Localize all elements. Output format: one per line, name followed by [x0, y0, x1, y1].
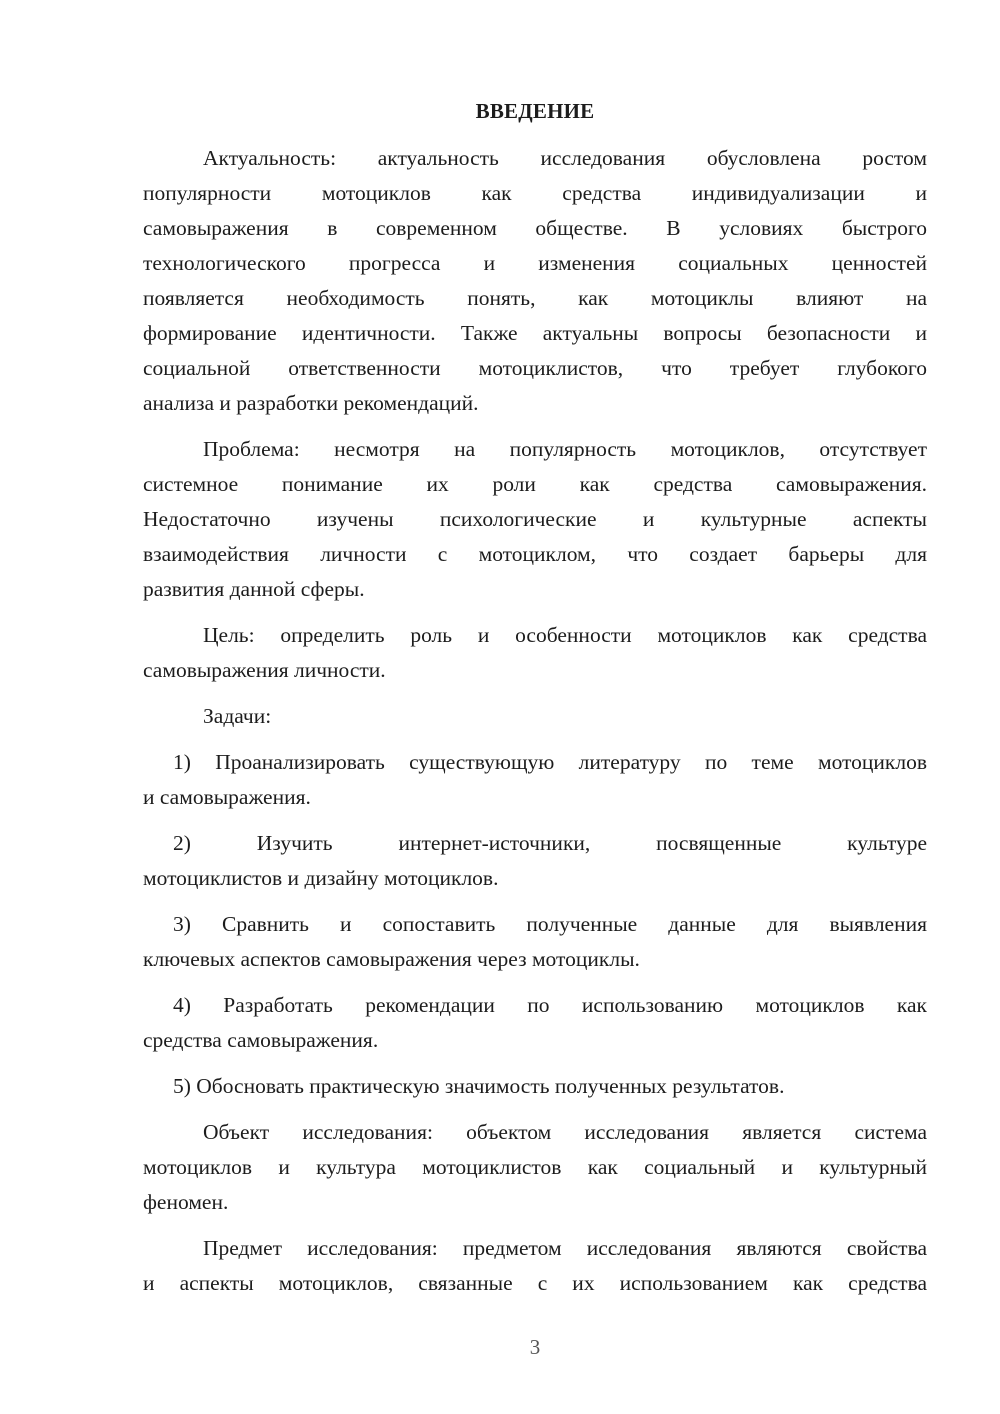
text-line: 1) Проанализировать существующую литературу по теме мотоциклов — [173, 750, 927, 774]
text-line: 2) Изучить интернет-источники, посвященные культуре — [173, 831, 927, 855]
text-line: самовыражения в современном обществе. В условиях быстрого — [143, 216, 927, 240]
text-line: феномен. — [143, 1190, 229, 1214]
page-heading: ВВЕДЕНИЕ — [475, 99, 595, 123]
text-line: социальной ответственности мотоциклистов, что требует глубокого — [143, 356, 927, 380]
text-line: ключевых аспектов самовыражения через мотоциклы. — [143, 947, 640, 971]
text-line: взаимодействия личности с мотоциклом, что создает барьеры для — [143, 542, 927, 566]
paragraph — [143, 745, 927, 815]
text-line: формирование идентичности. Также актуальны вопросы безопасности и — [143, 321, 927, 345]
paragraph — [143, 826, 927, 896]
text-line: Задачи: — [203, 704, 272, 728]
text-line: 5) Обосновать практическую значимость полученных результатов. — [173, 1074, 785, 1098]
page-number: 3 — [529, 1335, 541, 1359]
paragraph — [143, 432, 927, 607]
paragraph — [143, 988, 927, 1058]
document-body — [143, 141, 927, 1312]
text-line: Актуальность: актуальность исследования обусловлена ростом — [203, 146, 927, 170]
text-line: средства самовыражения. — [143, 1028, 379, 1052]
text-line: 4) Разработать рекомендации по использованию мотоциклов как — [173, 993, 927, 1017]
text-line: Недостаточно изучены психологические и культурные аспекты — [143, 507, 927, 531]
text-line: Цель: определить роль и особенности мотоциклов как средства — [203, 623, 927, 647]
text-line: мотоциклистов и дизайну мотоциклов. — [143, 866, 499, 890]
text-line: самовыражения личности. — [143, 658, 386, 682]
text-line: системное понимание их роли как средства самовыражения. — [143, 472, 927, 496]
text-line: 3) Сравнить и сопоставить полученные данные для выявления — [173, 912, 927, 936]
paragraph — [143, 699, 927, 734]
paragraph — [143, 618, 927, 688]
paragraph — [143, 1115, 927, 1220]
text-line: появляется необходимость понять, как мотоциклы влияют на — [143, 286, 927, 310]
text-line: Предмет исследования: предметом исследования являются свойства — [203, 1236, 927, 1260]
text-line: Объект исследования: объектом исследования является система — [203, 1120, 927, 1144]
text-line: и самовыражения. — [143, 785, 311, 809]
text-line: технологического прогресса и изменения социальных ценностей — [143, 251, 927, 275]
paragraph — [143, 1231, 927, 1301]
text-line: мотоциклов и культура мотоциклистов как социальный и культурный — [143, 1155, 927, 1179]
text-line: Проблема: несмотря на популярность мотоциклов, отсутствует — [203, 437, 927, 461]
text-line: анализа и разработки рекомендаций. — [143, 391, 479, 415]
paragraph — [143, 907, 927, 977]
text-line: и аспекты мотоциклов, связанные с их использованием как средства — [143, 1271, 927, 1295]
text-line: развития данной сферы. — [143, 577, 365, 601]
text-line: популярности мотоциклов как средства индивидуализации и — [143, 181, 927, 205]
paragraph — [143, 1069, 927, 1104]
paragraph — [143, 141, 927, 421]
